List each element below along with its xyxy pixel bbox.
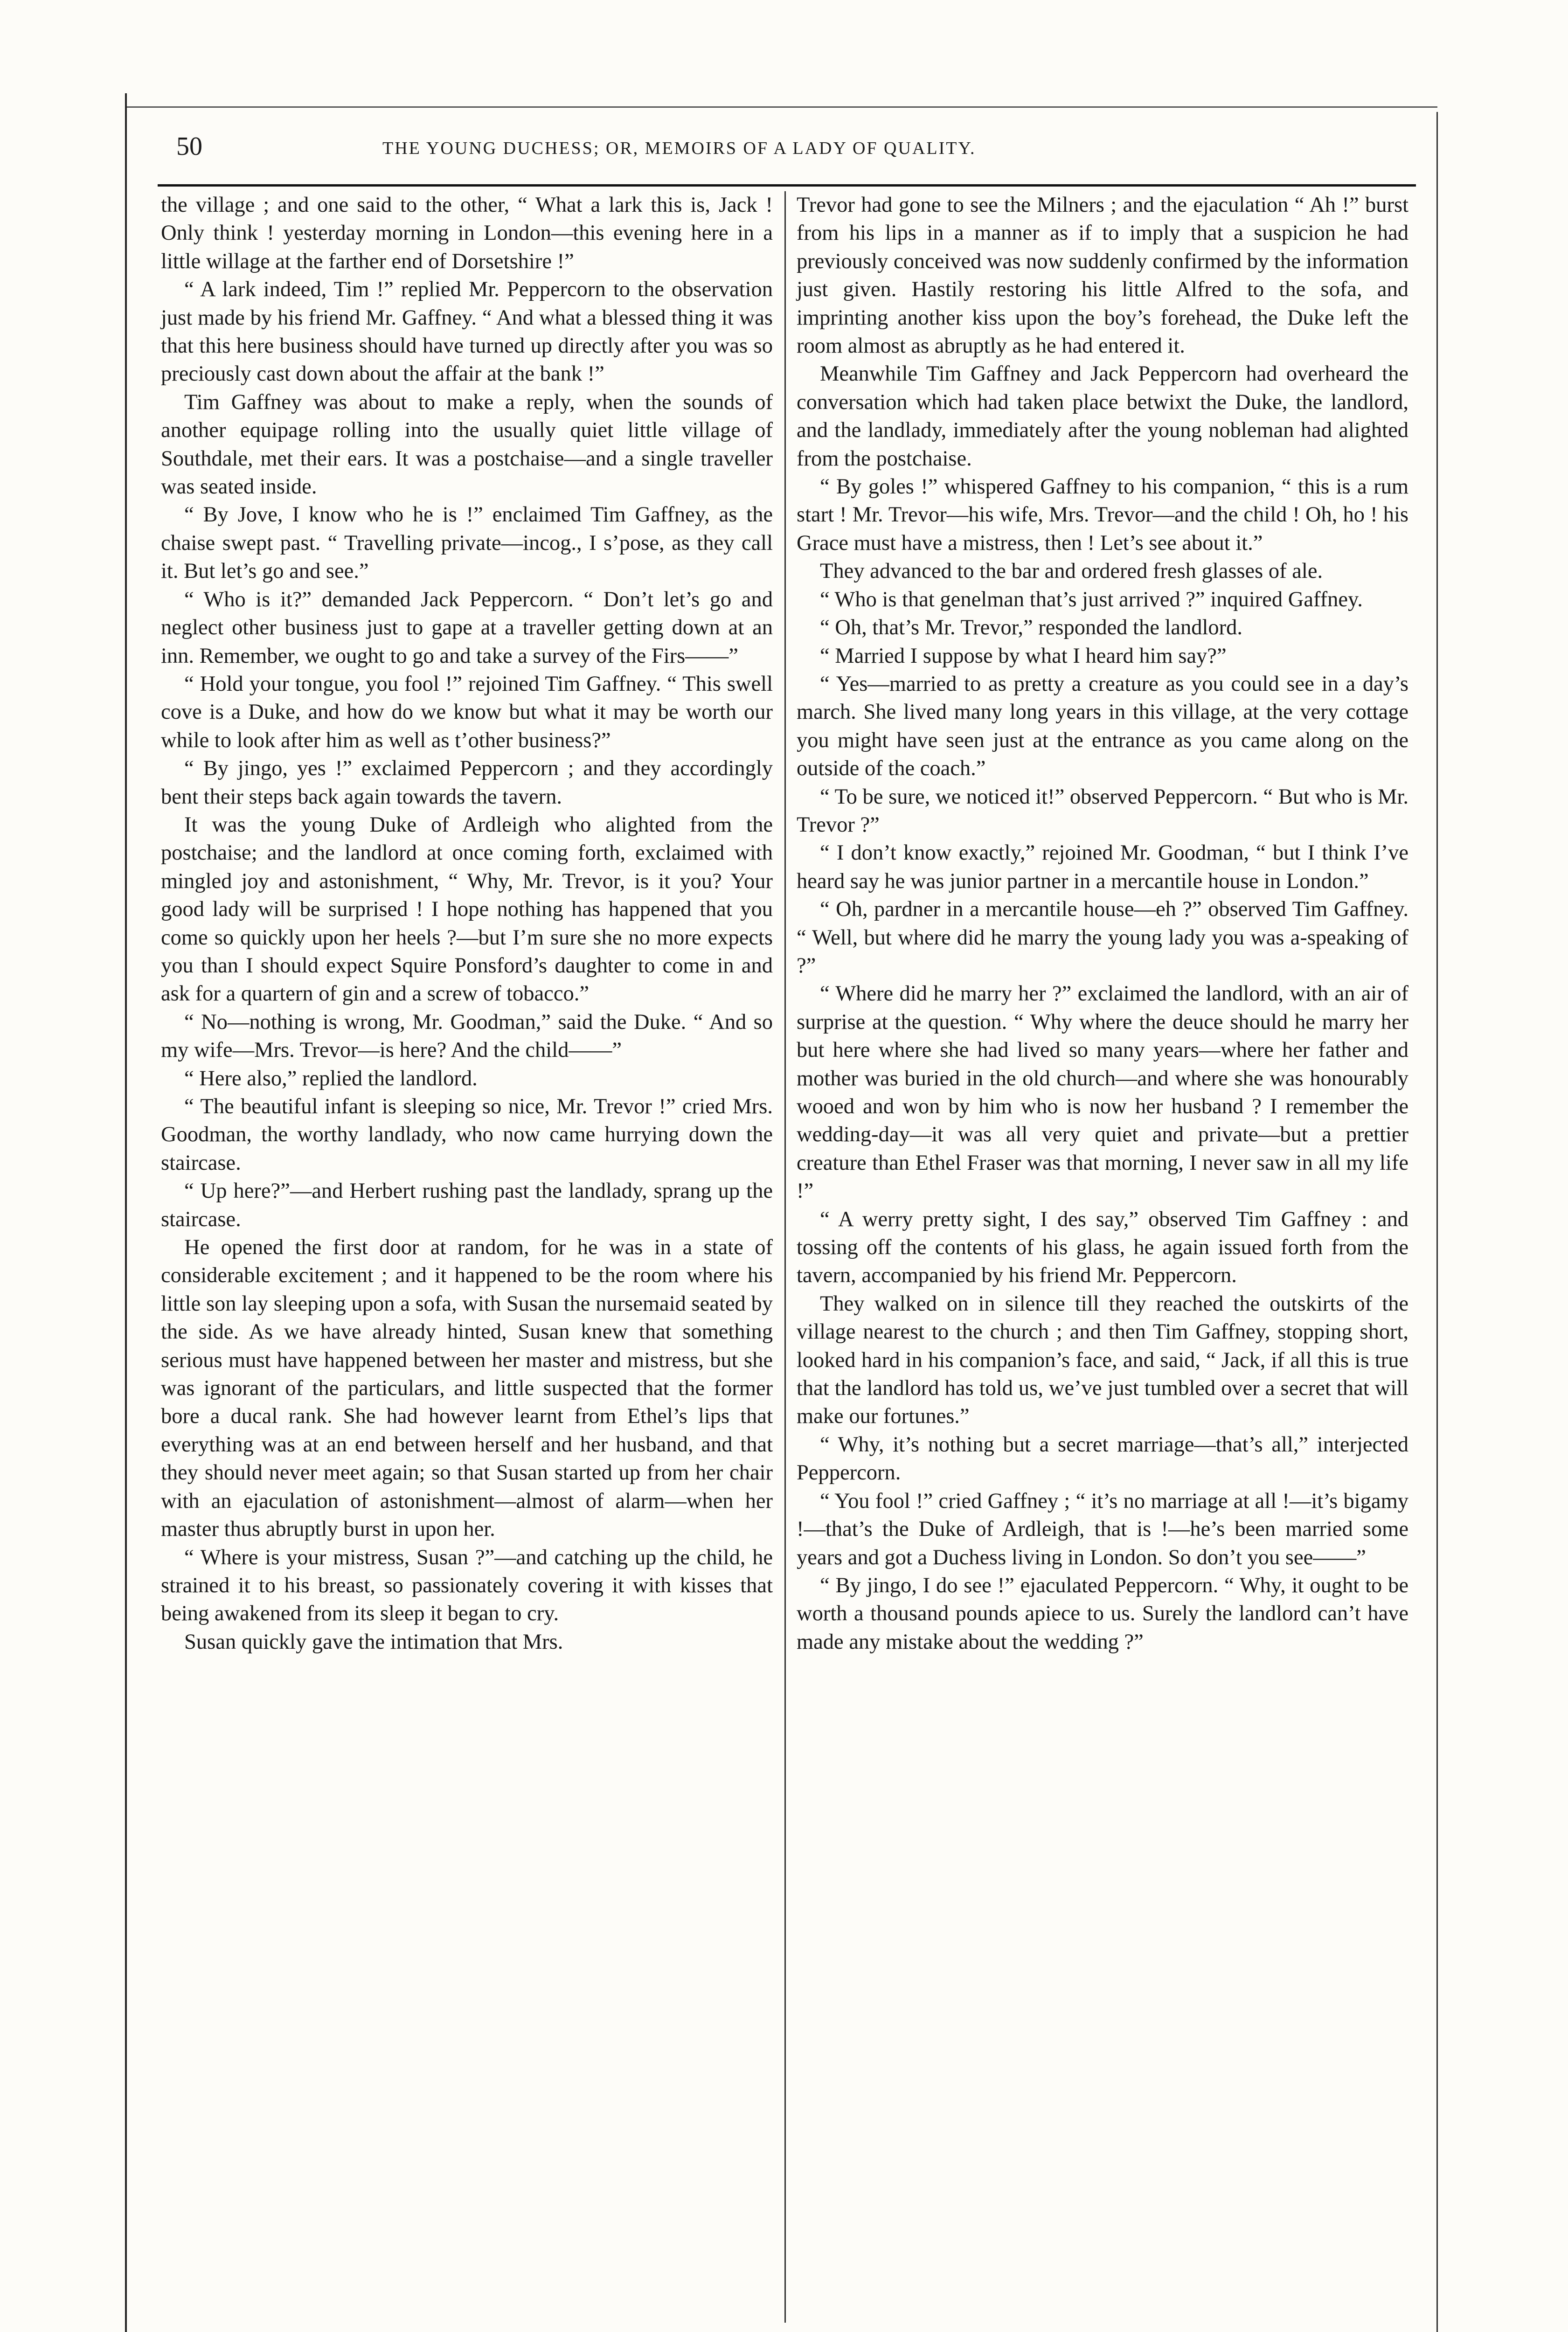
- paragraph: “ To be sure, we noticed it!” observed Peppercorn. “ But who is Mr. Trevor ?”: [797, 784, 1408, 837]
- paragraph: “ By jingo, yes !” exclaimed Peppercorn ; and they accordingly bent their steps back again towards the tavern.: [161, 757, 773, 809]
- paragraph: “ The beautiful infant is sleeping so nice, Mr. Trevor !” cried Mrs. Goodman, the worthy landlady, who now came hurrying down the staircase.: [161, 1095, 773, 1175]
- paragraph: “ Yes—married to as pretty a creature as you could see in a day’s march. She lived many long years in this village, at the very cottage you might have seen just at the entrance as you came along on the outside of the coach.”: [797, 672, 1408, 781]
- paragraph: “ Hold your tongue, you fool !” rejoined Tim Gaffney. “ This swell cove is a Duke, and how do we know but what it may be worth our while to look after him as well as t’other business?”: [161, 672, 773, 752]
- paragraph: “ By Jove, I know who he is !” enclaimed Tim Gaffney, as the chaise swept past. “ Travelling private—incog., I s’pose, as they call it. But let’s go and see.”: [161, 503, 773, 583]
- paragraph: “ I don’t know exactly,” rejoined Mr. Goodman, “ but I think I’ve heard say he was junior partner in a mercantile house in London.”: [797, 841, 1408, 893]
- left-column: [161, 191, 773, 1656]
- paragraph: “ Married I suppose by what I heard him say?”: [820, 644, 1227, 668]
- paragraph: “ A lark indeed, Tim !” replied Mr. Peppercorn to the observation just made by his friend Mr. Gaffney. “ And what a blessed thing it was that this here business should have turned up directly after you was so preciously cast down about the affair at the bank !”: [161, 278, 773, 386]
- paragraph: “ You fool !” cried Gaffney ; “ it’s no marriage at all !—it’s bigamy !—that’s the Duke of Ardleigh, that is !—he’s been married some years and got a Duchess living in London. So don’t you see——”: [797, 1489, 1408, 1569]
- paragraph: They walked on in silence till they reached the outskirts of the village nearest to the church ; and then Tim Gaffney, stopping short, looked hard in his companion’s face, and said, “ Jack, if all this is true that the landlord has told us, we’ve just tumbled over a secret that will make our fortunes.”: [797, 1291, 1408, 1429]
- paragraph: They advanced to the bar and ordered fresh glasses of ale.: [820, 559, 1323, 583]
- running-title: THE YOUNG DUCHESS; OR, MEMOIRS OF A LADY OF QUALITY.: [382, 139, 976, 158]
- paragraph: the village ; and one said to the other, “ What a lark this is, Jack ! Only think ! yesterday morning in London—this evening here in a little willage at the farther end of Dorsetshire !”: [161, 193, 773, 273]
- paragraph: It was the young Duke of Ardleigh who alighted from the postchaise; and the landlord at once coming forth, exclaimed with mingled joy and astonishment, “ Why, Mr. Trevor, is it you? Your good lady will be surprised ! I hope nothing has happened that you come so quickly upon her heels ?—but I’m sure she no more expects you than I should expect Squire Ponsford’s daughter to come in and ask for a quartern of gin and a screw of tobacco.”: [161, 812, 773, 1006]
- paragraph: “ Here also,” replied the landlord.: [184, 1066, 478, 1090]
- paragraph: “ Where did he marry her ?” exclaimed the landlord, with an air of surprise at the question. “ Why where the deuce should he marry her but here where she had lived so many years—where her father and mother was buried in the old church—and where she was honourably wooed and won by him who is now her husband ? I remember the wedding-day—it was all very quiet and private—but a prettier creature than Ethel Fraser was that morning, I never saw in all my life !”: [797, 982, 1408, 1203]
- page-number: 50: [176, 132, 202, 161]
- paragraph: “ By jingo, I do see !” ejaculated Peppercorn. “ Why, it ought to be worth a thousand pounds apiece to us. Surely the landlord can’t have made any mistake about the wedding ?”: [797, 1573, 1408, 1654]
- paragraph: “ Why, it’s nothing but a secret marriage—that’s all,” interjected Peppercorn.: [797, 1432, 1408, 1485]
- paragraph: “ Where is your mistress, Susan ?”—and catching up the child, he strained it to his breast, so passionately covering it with kisses that being awakened from its sleep it began to cry.: [161, 1545, 773, 1626]
- paragraph: “ A werry pretty sight, I des say,” observed Tim Gaffney : and tossing off the contents of his glass, he again issued forth from the tavern, accompanied by his friend Mr. Peppercorn.: [797, 1207, 1408, 1288]
- paragraph: “ By goles !” whispered Gaffney to his companion, “ this is a rum start ! Mr. Trevor—his wife, Mrs. Trevor—and the child ! Oh, ho ! his Grace must have a mistress, then ! Let’s see about it.”: [797, 475, 1408, 555]
- right-column: [797, 191, 1408, 1656]
- paragraph: “ Who is it?” demanded Jack Peppercorn. “ Don’t let’s go and neglect other business just to gape at a traveller getting down at an inn. Remember, we ought to go and take a survey of the Firs——”: [161, 587, 773, 668]
- paragraph: “ Oh, that’s Mr. Trevor,” responded the landlord.: [820, 616, 1243, 640]
- paragraph: “ Oh, pardner in a mercantile house—eh ?” observed Tim Gaffney. “ Well, but where did he marry the young lady you was a-speaking of ?”: [797, 897, 1408, 978]
- frame-right-line: [1436, 112, 1438, 2332]
- paragraph: “ Up here?”—and Herbert rushing past the landlady, sprang up the staircase.: [161, 1179, 773, 1231]
- paragraph: “ Who is that genelman that’s just arrived ?” inquired Gaffney.: [820, 587, 1363, 611]
- paragraph: Susan quickly gave the intimation that Mrs.: [184, 1630, 563, 1654]
- paragraph: Meanwhile Tim Gaffney and Jack Peppercorn had overheard the conversation which had taken place betwixt the Duke, the landlord, and the landlady, immediately after the young nobleman had alighted from the postchaise.: [797, 362, 1408, 471]
- paragraph: He opened the first door at random, for he was in a state of considerable excitement ; and it happened to be the room where his little son lay sleeping upon a sofa, with Susan the nursemaid seated by the side. As we have already hinted, Susan knew that something serious must have happened between her master and mistress, but she was ignorant of the particulars, and little suspected that the former bore a ducal rank. She had however learnt from Ethel’s lips that everything was at an end between herself and her husband, and that they should never meet again; so that Susan started up from her chair with an ejaculation of astonishment—almost of alarm—when her master thus abruptly burst in upon her.: [161, 1235, 773, 1541]
- paragraph: Trevor had gone to see the Milners ; and the ejaculation “ Ah !” burst from his lips in a manner as if to imply that a suspicion he had previously conceived was now suddenly confirmed by the information just given. Hastily restoring his little Alfred to the sofa, and imprinting another kiss upon the boy’s forehead, the Duke left the room almost as abruptly as he had entered it.: [797, 193, 1409, 358]
- frame-left-line: [125, 93, 127, 2332]
- header-rule: [158, 184, 1416, 187]
- paragraph: Tim Gaffney was about to make a reply, when the sounds of another equipage rolling into the usually quiet little village of Southdale, met their ears. It was a postchaise—and a single traveller was seated inside.: [161, 390, 773, 499]
- column-divider: [784, 191, 786, 2323]
- frame-top-line: [126, 106, 1437, 108]
- paragraph: “ No—nothing is wrong, Mr. Goodman,” said the Duke. “ And so my wife—Mrs. Trevor—is here? And the child——”: [161, 1010, 773, 1062]
